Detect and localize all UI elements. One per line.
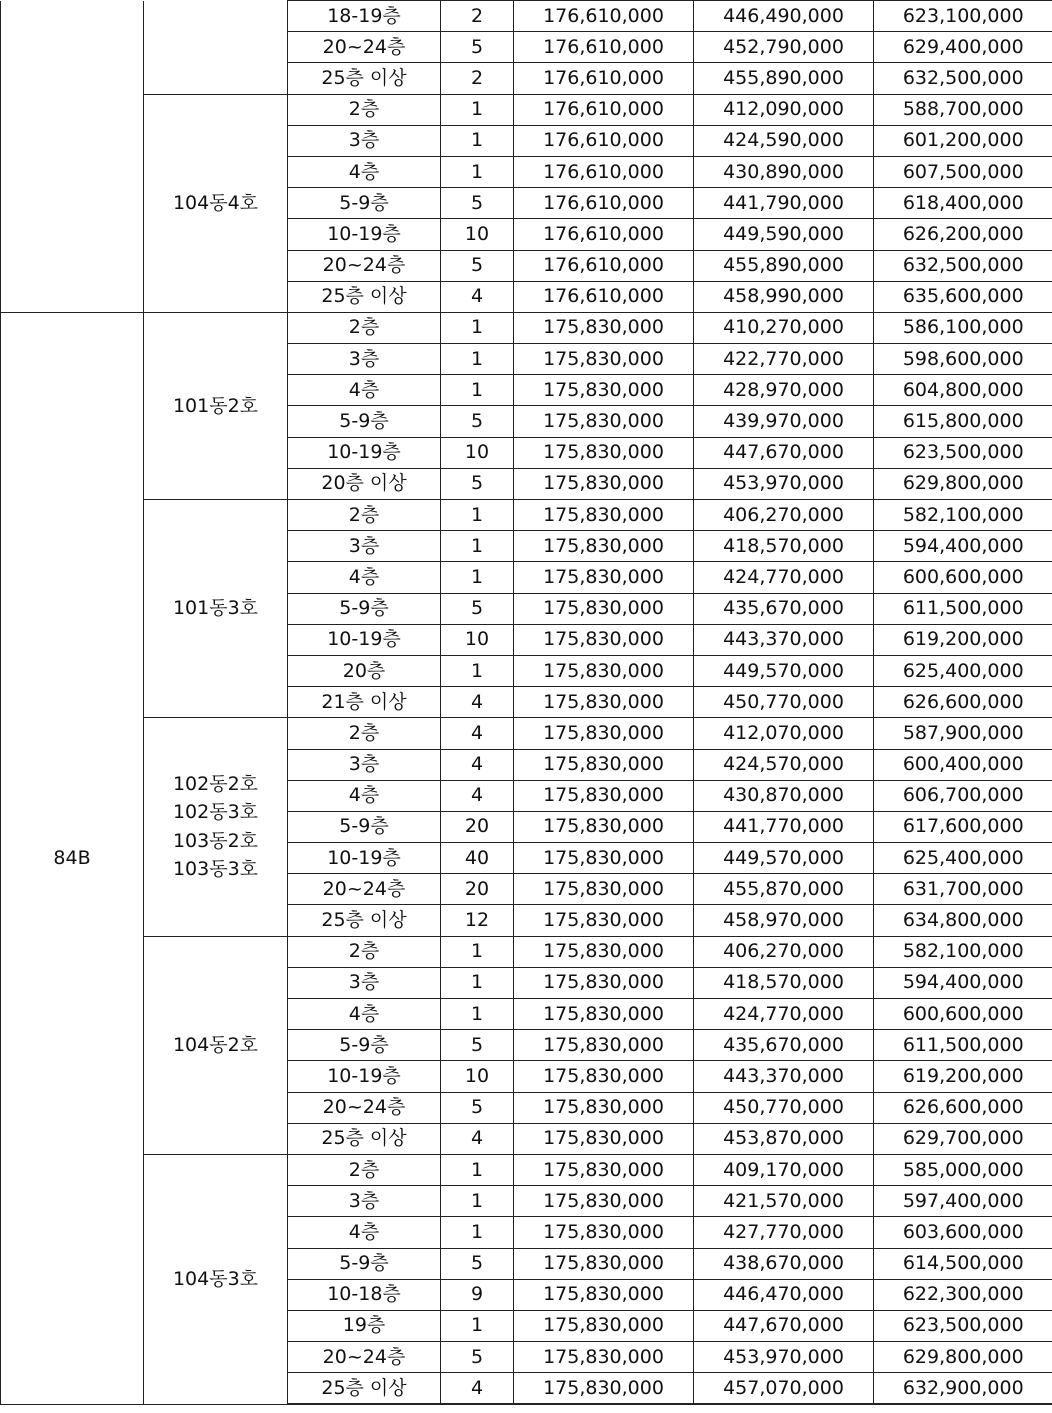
count-cell: 4 xyxy=(441,780,514,811)
land-price-cell: 175,830,000 xyxy=(514,811,694,842)
count-cell: 4 xyxy=(441,1123,514,1154)
table-row xyxy=(1,1,1052,32)
building-price-cell: 418,570,000 xyxy=(694,531,874,562)
count-cell: 10 xyxy=(441,219,514,250)
total-price-cell: 600,400,000 xyxy=(874,749,1052,780)
land-price-cell: 175,830,000 xyxy=(514,718,694,749)
building-price-cell: 450,770,000 xyxy=(694,687,874,718)
building-price-cell: 435,670,000 xyxy=(694,1030,874,1061)
floor-cell: 21층 이상 xyxy=(288,687,441,718)
total-price-cell: 603,600,000 xyxy=(874,1217,1052,1248)
table-body xyxy=(1,1,1052,1405)
building-price-cell: 430,890,000 xyxy=(694,156,874,187)
building-price-cell: 443,370,000 xyxy=(694,624,874,655)
building-price-cell: 455,890,000 xyxy=(694,250,874,281)
table-row xyxy=(1,312,1052,343)
total-price-cell: 597,400,000 xyxy=(874,1186,1052,1217)
building-price-cell: 455,890,000 xyxy=(694,63,874,94)
land-price-cell: 175,830,000 xyxy=(514,1030,694,1061)
total-price-cell: 587,900,000 xyxy=(874,718,1052,749)
total-price-cell: 582,100,000 xyxy=(874,500,1052,531)
count-cell: 5 xyxy=(441,188,514,219)
total-price-cell: 601,200,000 xyxy=(874,125,1052,156)
count-cell: 2 xyxy=(441,1,514,32)
land-price-cell: 176,610,000 xyxy=(514,188,694,219)
floor-cell: 4층 xyxy=(288,1217,441,1248)
floor-cell: 4층 xyxy=(288,156,441,187)
count-cell: 40 xyxy=(441,843,514,874)
count-cell: 1 xyxy=(441,312,514,343)
building-price-cell: 449,570,000 xyxy=(694,655,874,686)
table-row xyxy=(1,936,1052,967)
total-price-cell: 629,400,000 xyxy=(874,32,1052,63)
land-price-cell: 175,830,000 xyxy=(514,780,694,811)
land-price-cell: 175,830,000 xyxy=(514,624,694,655)
land-price-cell: 175,830,000 xyxy=(514,936,694,967)
count-cell: 5 xyxy=(441,593,514,624)
floor-cell: 25층 이상 xyxy=(288,1123,441,1154)
total-price-cell: 598,600,000 xyxy=(874,344,1052,375)
total-price-cell: 607,500,000 xyxy=(874,156,1052,187)
land-price-cell: 175,830,000 xyxy=(514,1123,694,1154)
total-price-cell: 625,400,000 xyxy=(874,843,1052,874)
building-price-cell: 453,970,000 xyxy=(694,1342,874,1373)
floor-cell: 5-9층 xyxy=(288,1248,441,1279)
floor-cell: 10-19층 xyxy=(288,219,441,250)
floor-cell: 5-9층 xyxy=(288,811,441,842)
building-price-cell: 422,770,000 xyxy=(694,344,874,375)
total-price-cell: 588,700,000 xyxy=(874,94,1052,125)
total-price-cell: 600,600,000 xyxy=(874,562,1052,593)
building-price-cell: 441,790,000 xyxy=(694,188,874,219)
land-price-cell: 175,830,000 xyxy=(514,1248,694,1279)
building-price-cell: 447,670,000 xyxy=(694,1310,874,1341)
unit-cell xyxy=(144,1,288,95)
floor-cell: 2층 xyxy=(288,500,441,531)
building-price-cell: 428,970,000 xyxy=(694,375,874,406)
count-cell: 10 xyxy=(441,624,514,655)
floor-cell: 2층 xyxy=(288,936,441,967)
total-price-cell: 600,600,000 xyxy=(874,999,1052,1030)
floor-cell: 20층 xyxy=(288,655,441,686)
building-price-cell: 412,090,000 xyxy=(694,94,874,125)
total-price-cell: 626,600,000 xyxy=(874,1092,1052,1123)
count-cell: 10 xyxy=(441,437,514,468)
count-cell: 2 xyxy=(441,63,514,94)
land-price-cell: 175,830,000 xyxy=(514,406,694,437)
count-cell: 5 xyxy=(441,250,514,281)
count-cell: 1 xyxy=(441,936,514,967)
land-price-cell: 175,830,000 xyxy=(514,749,694,780)
floor-cell: 20~24층 xyxy=(288,1342,441,1373)
land-price-cell: 175,830,000 xyxy=(514,999,694,1030)
unit-cell: 102동2호 102동3호 103동2호 103동3호 xyxy=(144,718,288,936)
total-price-cell: 625,400,000 xyxy=(874,655,1052,686)
land-price-cell: 175,830,000 xyxy=(514,874,694,905)
total-price-cell: 626,200,000 xyxy=(874,219,1052,250)
building-price-cell: 439,970,000 xyxy=(694,406,874,437)
total-price-cell: 631,700,000 xyxy=(874,874,1052,905)
floor-cell: 4층 xyxy=(288,562,441,593)
count-cell: 20 xyxy=(441,874,514,905)
total-price-cell: 618,400,000 xyxy=(874,188,1052,219)
land-price-cell: 175,830,000 xyxy=(514,1217,694,1248)
count-cell: 1 xyxy=(441,531,514,562)
total-price-cell: 623,100,000 xyxy=(874,1,1052,32)
floor-cell: 2층 xyxy=(288,718,441,749)
land-price-cell: 175,830,000 xyxy=(514,967,694,998)
building-price-cell: 452,790,000 xyxy=(694,32,874,63)
floor-cell: 20~24층 xyxy=(288,32,441,63)
total-price-cell: 632,500,000 xyxy=(874,63,1052,94)
land-price-cell: 175,830,000 xyxy=(514,1186,694,1217)
count-cell: 1 xyxy=(441,1217,514,1248)
count-cell: 5 xyxy=(441,406,514,437)
land-price-cell: 176,610,000 xyxy=(514,125,694,156)
land-price-cell: 176,610,000 xyxy=(514,250,694,281)
land-price-cell: 176,610,000 xyxy=(514,156,694,187)
table-row xyxy=(1,500,1052,531)
count-cell: 10 xyxy=(441,1061,514,1092)
land-price-cell: 175,830,000 xyxy=(514,1279,694,1310)
floor-cell: 2층 xyxy=(288,1154,441,1185)
count-cell: 1 xyxy=(441,344,514,375)
floor-cell: 2층 xyxy=(288,312,441,343)
floor-cell: 2층 xyxy=(288,94,441,125)
land-price-cell: 175,830,000 xyxy=(514,1310,694,1341)
building-price-cell: 421,570,000 xyxy=(694,1186,874,1217)
land-price-cell: 175,830,000 xyxy=(514,562,694,593)
building-price-cell: 424,570,000 xyxy=(694,749,874,780)
total-price-cell: 582,100,000 xyxy=(874,936,1052,967)
floor-cell: 4층 xyxy=(288,375,441,406)
type-cell: 84B xyxy=(1,312,144,1404)
building-price-cell: 449,590,000 xyxy=(694,219,874,250)
count-cell: 1 xyxy=(441,500,514,531)
land-price-cell: 175,830,000 xyxy=(514,375,694,406)
building-price-cell: 450,770,000 xyxy=(694,1092,874,1123)
floor-cell: 3층 xyxy=(288,344,441,375)
floor-cell: 3층 xyxy=(288,531,441,562)
count-cell: 1 xyxy=(441,1154,514,1185)
land-price-cell: 175,830,000 xyxy=(514,1154,694,1185)
building-price-cell: 424,590,000 xyxy=(694,125,874,156)
building-price-cell: 449,570,000 xyxy=(694,843,874,874)
count-cell: 5 xyxy=(441,1030,514,1061)
land-price-cell: 175,830,000 xyxy=(514,1342,694,1373)
total-price-cell: 622,300,000 xyxy=(874,1279,1052,1310)
building-price-cell: 455,870,000 xyxy=(694,874,874,905)
total-price-cell: 611,500,000 xyxy=(874,593,1052,624)
total-price-cell: 632,900,000 xyxy=(874,1373,1052,1405)
floor-cell: 10-18층 xyxy=(288,1279,441,1310)
floor-cell: 10-19층 xyxy=(288,843,441,874)
floor-cell: 25층 이상 xyxy=(288,63,441,94)
total-price-cell: 619,200,000 xyxy=(874,1061,1052,1092)
building-price-cell: 406,270,000 xyxy=(694,936,874,967)
count-cell: 1 xyxy=(441,125,514,156)
floor-cell: 10-19층 xyxy=(288,1061,441,1092)
land-price-cell: 176,610,000 xyxy=(514,281,694,312)
total-price-cell: 604,800,000 xyxy=(874,375,1052,406)
count-cell: 1 xyxy=(441,375,514,406)
total-price-cell: 629,700,000 xyxy=(874,1123,1052,1154)
table-row xyxy=(1,718,1052,749)
total-price-cell: 606,700,000 xyxy=(874,780,1052,811)
count-cell: 5 xyxy=(441,1092,514,1123)
land-price-cell: 175,830,000 xyxy=(514,531,694,562)
total-price-cell: 594,400,000 xyxy=(874,531,1052,562)
floor-cell: 20층 이상 xyxy=(288,468,441,499)
total-price-cell: 632,500,000 xyxy=(874,250,1052,281)
building-price-cell: 430,870,000 xyxy=(694,780,874,811)
floor-cell: 5-9층 xyxy=(288,1030,441,1061)
total-price-cell: 626,600,000 xyxy=(874,687,1052,718)
land-price-cell: 175,830,000 xyxy=(514,468,694,499)
land-price-cell: 176,610,000 xyxy=(514,32,694,63)
count-cell: 4 xyxy=(441,718,514,749)
land-price-cell: 175,830,000 xyxy=(514,344,694,375)
count-cell: 20 xyxy=(441,811,514,842)
land-price-cell: 175,830,000 xyxy=(514,1092,694,1123)
count-cell: 5 xyxy=(441,1248,514,1279)
floor-cell: 10-19층 xyxy=(288,624,441,655)
count-cell: 1 xyxy=(441,156,514,187)
floor-cell: 5-9층 xyxy=(288,406,441,437)
land-price-cell: 175,830,000 xyxy=(514,687,694,718)
total-price-cell: 635,600,000 xyxy=(874,281,1052,312)
building-price-cell: 418,570,000 xyxy=(694,967,874,998)
floor-cell: 25층 이상 xyxy=(288,905,441,936)
land-price-cell: 175,830,000 xyxy=(514,437,694,468)
total-price-cell: 634,800,000 xyxy=(874,905,1052,936)
floor-cell: 20~24층 xyxy=(288,1092,441,1123)
floor-cell: 20~24층 xyxy=(288,874,441,905)
count-cell: 5 xyxy=(441,468,514,499)
total-price-cell: 619,200,000 xyxy=(874,624,1052,655)
count-cell: 4 xyxy=(441,281,514,312)
total-price-cell: 594,400,000 xyxy=(874,967,1052,998)
floor-cell: 3층 xyxy=(288,749,441,780)
floor-cell: 25층 이상 xyxy=(288,281,441,312)
floor-cell: 4층 xyxy=(288,999,441,1030)
floor-cell: 3층 xyxy=(288,1186,441,1217)
total-price-cell: 629,800,000 xyxy=(874,1342,1052,1373)
land-price-cell: 176,610,000 xyxy=(514,63,694,94)
land-price-cell: 175,830,000 xyxy=(514,1061,694,1092)
building-price-cell: 457,070,000 xyxy=(694,1373,874,1405)
land-price-cell: 175,830,000 xyxy=(514,312,694,343)
floor-cell: 5-9층 xyxy=(288,593,441,624)
land-price-cell: 175,830,000 xyxy=(514,655,694,686)
floor-cell: 19층 xyxy=(288,1310,441,1341)
count-cell: 1 xyxy=(441,967,514,998)
building-price-cell: 424,770,000 xyxy=(694,562,874,593)
building-price-cell: 441,770,000 xyxy=(694,811,874,842)
count-cell: 1 xyxy=(441,1310,514,1341)
building-price-cell: 406,270,000 xyxy=(694,500,874,531)
floor-cell: 25층 이상 xyxy=(288,1373,441,1405)
building-price-cell: 446,490,000 xyxy=(694,1,874,32)
total-price-cell: 623,500,000 xyxy=(874,437,1052,468)
building-price-cell: 424,770,000 xyxy=(694,999,874,1030)
building-price-cell: 435,670,000 xyxy=(694,593,874,624)
building-price-cell: 409,170,000 xyxy=(694,1154,874,1185)
count-cell: 12 xyxy=(441,905,514,936)
table-row xyxy=(1,1154,1052,1185)
unit-cell: 101동3호 xyxy=(144,500,288,718)
land-price-cell: 175,830,000 xyxy=(514,500,694,531)
land-price-cell: 175,830,000 xyxy=(514,1373,694,1405)
type-cell xyxy=(1,1,144,313)
building-price-cell: 412,070,000 xyxy=(694,718,874,749)
total-price-cell: 615,800,000 xyxy=(874,406,1052,437)
building-price-cell: 458,970,000 xyxy=(694,905,874,936)
count-cell: 1 xyxy=(441,94,514,125)
count-cell: 1 xyxy=(441,562,514,593)
count-cell: 1 xyxy=(441,1186,514,1217)
count-cell: 1 xyxy=(441,999,514,1030)
floor-cell: 3층 xyxy=(288,967,441,998)
unit-cell: 104동2호 xyxy=(144,936,288,1154)
count-cell: 5 xyxy=(441,1342,514,1373)
building-price-cell: 427,770,000 xyxy=(694,1217,874,1248)
building-price-cell: 446,470,000 xyxy=(694,1279,874,1310)
total-price-cell: 614,500,000 xyxy=(874,1248,1052,1279)
building-price-cell: 438,670,000 xyxy=(694,1248,874,1279)
unit-cell: 104동3호 xyxy=(144,1154,288,1404)
floor-cell: 4층 xyxy=(288,780,441,811)
floor-cell: 3층 xyxy=(288,125,441,156)
count-cell: 1 xyxy=(441,655,514,686)
total-price-cell: 629,800,000 xyxy=(874,468,1052,499)
total-price-cell: 617,600,000 xyxy=(874,811,1052,842)
count-cell: 9 xyxy=(441,1279,514,1310)
building-price-cell: 453,870,000 xyxy=(694,1123,874,1154)
building-price-cell: 447,670,000 xyxy=(694,437,874,468)
floor-cell: 5-9층 xyxy=(288,188,441,219)
building-price-cell: 458,990,000 xyxy=(694,281,874,312)
building-price-cell: 443,370,000 xyxy=(694,1061,874,1092)
land-price-cell: 175,830,000 xyxy=(514,905,694,936)
total-price-cell: 611,500,000 xyxy=(874,1030,1052,1061)
count-cell: 4 xyxy=(441,749,514,780)
table-row xyxy=(1,94,1052,125)
count-cell: 5 xyxy=(441,32,514,63)
floor-cell: 20~24층 xyxy=(288,250,441,281)
land-price-cell: 175,830,000 xyxy=(514,843,694,874)
count-cell: 4 xyxy=(441,1373,514,1405)
building-price-cell: 410,270,000 xyxy=(694,312,874,343)
land-price-cell: 176,610,000 xyxy=(514,1,694,32)
floor-cell: 18-19층 xyxy=(288,1,441,32)
count-cell: 4 xyxy=(441,687,514,718)
floor-cell: 10-19층 xyxy=(288,437,441,468)
total-price-cell: 623,500,000 xyxy=(874,1310,1052,1341)
unit-cell: 101동2호 xyxy=(144,312,288,499)
land-price-cell: 176,610,000 xyxy=(514,94,694,125)
total-price-cell: 585,000,000 xyxy=(874,1154,1052,1185)
total-price-cell: 586,100,000 xyxy=(874,312,1052,343)
building-price-cell: 453,970,000 xyxy=(694,468,874,499)
unit-cell: 104동4호 xyxy=(144,94,288,312)
land-price-cell: 175,830,000 xyxy=(514,593,694,624)
land-price-cell: 176,610,000 xyxy=(514,219,694,250)
